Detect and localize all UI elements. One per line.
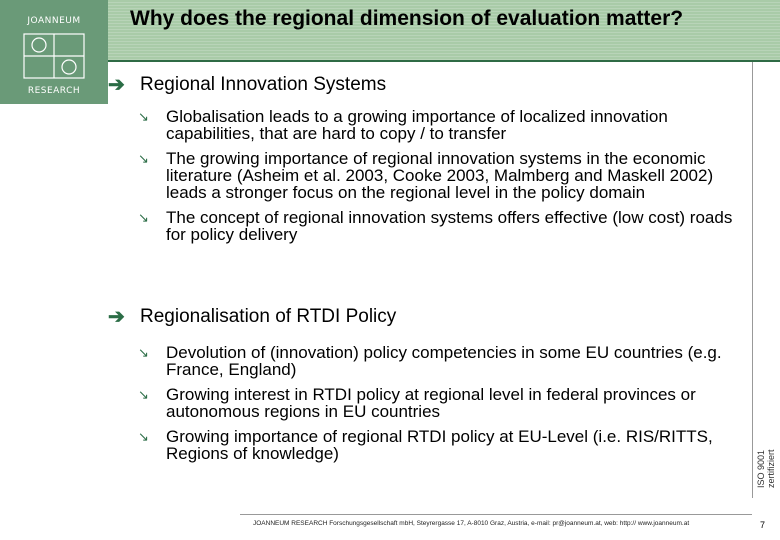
arrow-down-right-icon: ↘ xyxy=(138,387,149,402)
brand-name-bottom: RESEARCH xyxy=(27,86,81,96)
arrow-down-right-icon: ↘ xyxy=(138,151,149,166)
list-item-text: The growing importance of regional innovation systems in the economic literature (Asheim et al. 2003, Cooke 2003, Malmberg and Maskell 2002) leads a stronger focus on the regional level in the policy domain xyxy=(166,149,714,202)
list-item xyxy=(138,209,748,243)
arrow-down-right-icon: ↘ xyxy=(138,210,149,225)
list-item xyxy=(138,150,748,201)
brand-name-top: JOANNEUM xyxy=(27,16,81,26)
section-heading-text: Regionalisation of RTDI Policy xyxy=(140,306,397,327)
right-divider xyxy=(752,62,753,498)
section-heading-text: Regional Innovation Systems xyxy=(140,74,387,95)
list-item xyxy=(138,344,748,378)
section-regional-innovation-systems xyxy=(108,74,748,251)
list-item-text: Globalisation leads to a growing importance of localized innovation capabilities, that are hard to copy / to transfer xyxy=(166,107,668,143)
list-item xyxy=(138,386,748,420)
bullet-list xyxy=(138,108,748,243)
header-divider xyxy=(108,60,780,62)
list-item xyxy=(138,108,748,142)
arrow-down-right-icon: ↘ xyxy=(138,429,149,444)
brand-panel xyxy=(0,0,108,104)
iso-line-1: ISO 9001 xyxy=(756,449,766,488)
list-item-text: Growing interest in RTDI policy at regional level in federal provinces or autonomous regions in EU countries xyxy=(166,385,696,421)
list-item xyxy=(138,428,748,462)
arrow-right-icon: ➔ xyxy=(108,74,125,96)
iso-certification-label xyxy=(756,428,776,488)
slide-title: Why does the regional dimension of evaluation matter? xyxy=(130,7,684,30)
arrow-right-icon: ➔ xyxy=(108,306,125,328)
list-item-text: Growing importance of regional RTDI policy at EU-Level (i.e. RIS/RITTS, Regions of knowledge) xyxy=(166,427,713,463)
arrow-down-right-icon: ↘ xyxy=(138,109,149,124)
slide-header xyxy=(108,0,780,60)
bullet-list xyxy=(138,344,748,462)
list-item-text: The concept of regional innovation systems offers effective (low cost) roads for policy delivery xyxy=(166,208,733,244)
section-regionalisation-rtdi-policy xyxy=(108,306,748,470)
page-number: 7 xyxy=(760,520,766,530)
list-item-text: Devolution of (innovation) policy competencies in some EU countries (e.g. France, England) xyxy=(166,343,722,379)
section-heading xyxy=(108,306,748,328)
footer-divider xyxy=(240,514,752,515)
joanneum-logo-icon xyxy=(20,30,88,82)
iso-line-2: zertifiziert xyxy=(766,449,776,488)
arrow-down-right-icon: ↘ xyxy=(138,345,149,360)
footer-contact: JOANNEUM RESEARCH Forschungsgesellschaft mbH, Steyrergasse 17, A-8010 Graz, Austria, e-mail: pr@joanneum.at, web: http:// www.joanneum.at xyxy=(253,520,690,527)
section-heading xyxy=(108,74,748,96)
